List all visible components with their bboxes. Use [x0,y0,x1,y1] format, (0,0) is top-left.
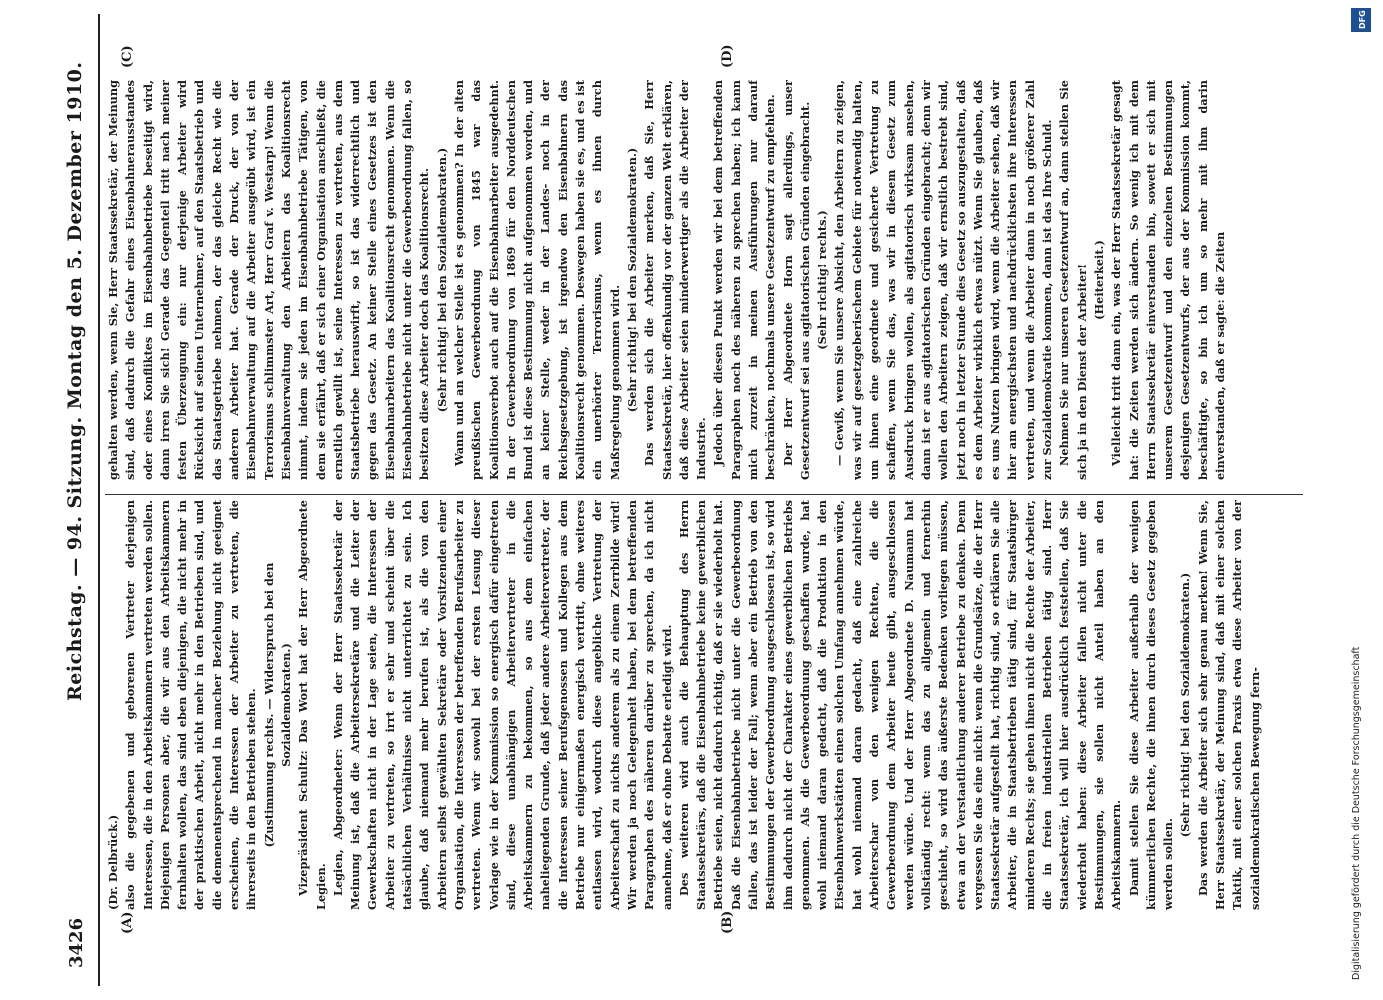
paragraph: Wann und an welcher Stelle ist es genommen? In der alten preußischen Gewerbeordnung von 1845 war das Koalitionsverbot auch auf die Eisenbahnarbeiter ausgedehnt. In der Gewerbeordnung von 1869 für den Norddeutschen Bund ist diese Bestimmung nicht aufgenommen worden, und an keiner Stelle, weder in der Landes- noch in der Reichsgesetzgebung, ist irgendwo den Eisenbahnern das Koalitionsrecht genommen. Deswegen haben sie es, und es ist ein unerhörter Terrorismus, wenn es ihnen durch Maßregelung genommen wird. [451,80,622,480]
paragraph: also die gegebenen und geborenen Vertreter derjenigen Interessen, die in den Arbeitskammern vertreten werden sollen. Diejenigen Personen aber, die wir aus den Arbeitskammern fernhalten wollen, das sind eben diejenigen, die nicht mehr in der praktischen Arbeit, nicht mehr in den Betrieben sind, und die demenentsprechend in mancher Beziehung nicht geeignet erscheinen, die Interessen der Arbeiter zu vertreten, die ihrerseits in den Betrieben stehen. [123,500,259,910]
page-header [58,14,100,986]
paragraph: Nehmen Sie nur unseren Gesetzentwurf an, dann stellen Sie sich ja in den Dienst der Arbeiter! [1057,80,1089,480]
left-column [105,500,1303,910]
paragraph: Jedoch über diesen Punkt werden wir bei dem betreffenden Paragraphen noch des näheren zu sprechen haben; ich kann mich zurzeit in meinen Ausführungen nur darauf beschränken, nochmals unsere Gesetzentwurf zu empfehlen. [711,80,778,480]
paragraph: Vielleicht tritt dann ein, was der Herr Staatssekretär gesagt hat: die Zeiten werden sich ändern. So wenig ich mit dem Herrn Staatssekretär einverstanden bin, sowett er sich mit unserem Gesetzentwurf und den einzelnen Bestimmungen desjenigen Gesetzentwurfs, der aus der Kommission kommt, beschäftigte, so bin ich um so mehr mit ihm darin einverstanden, daß er sagte: die Zeiten [1109,80,1227,480]
page-number: 3426 [66,917,87,968]
paragraph: gehalten werden, wenn Sie, Herr Staatssekretär, der Meinung sind, daß dadurch die Gefahr eines Eisenbahnerausstandes oder eines Konfliktes im Eisenbahnbetriebe beseitigt wird, dann irren Sie sich! Gerade das Gegenteil tritt nach meiner festen Überzeugung ein: nur derjenige Arbeiter wird Rücksicht auf seinen Unternehmer, auf den Staatsbetrieb und das Staatsgetriebe nehmen, der das gleiche Recht wie die anderen Arbeiter hat. Gerade der Druck, der von der Eisenbahnverwaltung auf die Arbeiter ausgeübt wird, ist ein Terrorismus schlimmster Art, Herr Graf v. Westarp! Wenn die Eisenbahnverwaltung den Arbeitern das Koalitionsrecht nimmt, indem sie jeden im Eisenbahnbetriebe Tätigen, von dem sie erfährt, daß er sich einer Organisation anschließt, die ernstlich gewillt ist, seine Interessen zu vertreten, aus dem Staatsbetriebe herauswirft, so ist das widerrechtlich und gegen das Gesetz. An keiner Stelle eines Gesetzes ist den Eisenbahnarbeitern das Koalitionsrecht genommen. Wenn die Eisenbahnbetriebe nicht unter die Gewerbeordnung fallen, so besitzen diese Arbeiter doch das Koalitionsrecht. [106,80,432,480]
interjection: (Sehr richtig! bei den Sozialdemokraten.) [434,147,449,413]
speaker-note: (Dr. Delbrück.) [106,814,120,910]
paragraph: Das werden die Arbeiter sich sehr genau merken! Wenn Sie, Herr Staatssekretär, der Meinung sind, daß mit einer solchen Taktik, mit einer solchen Praxis etwa diese Arbeiter von der sozialdemokratischen Bewegung fern- [1195,500,1262,910]
interjection: (Sehr richtig! rechts.) [815,210,830,350]
margin-mark-b: (B) [720,910,735,934]
margin-mark-a: (A) [120,911,135,934]
paragraph: Vizepräsident Schultz: Das Wort hat der Herr Abgeordnete Legien. [296,500,328,910]
paragraph: — Gewiß, wenn Sie unsere Absicht, den Arbeitern zu zeigen, was wir auf gesetzgeberischem Gebiete für notwendig halten, um ihnen eine geordnete und gesicherte Vertretung zu schaffen, wenn Sie das, was wir in diesem Gesetz zum Ausdruck bringen wollen, als agitatorisch wirksam ansehen, dann ist er aus agitatorischen Gründen eingebracht; denn wir wollen den Arbeitern zeigen, daß wir ernstlich bestrebt sind, jetzt noch in letzter Stunde dies Gesetz so auszugestalten, daß es dem Arbeiter wirklich etwas nützt. Wenn Sie glauben, daß es uns Nutzen bringen wird, wenn die Arbeiter sehen, daß wir hier am energischsten und nachdrücklichsten ihre Interessen vertreten, und wenn die Arbeiter dann in noch größerer Zahl zur Sozialdemokratie kommen, dann ist das Ihre Schuld. [832,80,1055,480]
paragraph: Des weiteren wird auch die Behauptung des Herrn Staatssekretärs, daß die Eisenbahnbetriebe keine gewerblichen Betriebe seien, nicht dadurch richtig, daß er sie wiederholt hat. Daß die Eisenbahnbetriebe nicht unter die Gewerbeordnung fallen, das ist leider der Fall; wenn aber ein Betrieb von den Bestimmungen der Gewerbeordnung ausgeschlossen ist, so wird ihm dadurch nicht der Charakter eines gewerblichen Betriebs genommen. Als die Gewerbeordnung geschaffen wurde, hat wohl niemand daran gedacht, daß die Produktion in den Eisenbahnwerkstätten einen solchen Umfang annehmen würde, hat wohl niemand daran gedacht, daß eine zahlreiche Arbeiterschar von den wenigen Rechten, die die Gewerbeordnung dem Arbeiter heute gibt, ausgeschlossen werden würde. Und der Herr Abgeordnete D. Naumann hat vollständig recht: wenn das zu allgemein und fernerhin geschieht, so wird das äußerste Bedenken vorliegen müssen, etwa an der Verstaatlichung anderer Betriebe zu denken. Denn vergessen Sie das eine nicht: wenn die Grundsätze, die der Herr Staatssekretär aufgestellt hat, richtig sind, so erklären Sie alle Arbeiter, die in Staatsbetrieben tätig sind, für Staatsbürger minderen Rechts; sie gehen ihnen nicht die Rechte der Arbeiter, die in freien industriellen Betrieben tätig sind. Herr Staatssekretär, ich will hier ausdrücklich feststellen, daß Sie wiederholt haben: diese Arbeiter fallen nicht unter die Bestimmungen, sie sollen nicht Anteil haben an den Arbeitskammern. [676,500,1124,910]
right-column [105,80,1303,480]
margin-mark-c: (C) [120,45,135,68]
page-title: Reichstag. — 94. Sitzung. Montag den 5. Dezember 1910. [64,61,86,701]
paragraph: Das werden sich die Arbeiter merken, daß Sie, Herr Staatssekretär, hier offenkundig vor der ganzen Welt erklären, daß diese Arbeiter seien minderwertiger als die Arbeiter der Industrie. [642,80,709,480]
interjection: (Heiterkeit.) [1091,240,1106,320]
interjection: (Sehr richtig! bei den Sozialdemokraten.) [1178,572,1193,838]
paragraph: Der Herr Abgeordnete Horn sagt allerdings, unser Gesetzentwurf sei aus agitatorischen Gründen eingebracht. [780,80,812,480]
column-separator [105,494,1303,495]
interjection: (Zustimmung rechts. — Widerspruch bei den Sozialdemokraten.) [261,562,293,848]
interjection: (Sehr richtig! bei den Sozialdemokraten.) [624,147,639,413]
paragraph: Legien, Abgeordneter: Wenn der Herr Staatssekretär der Meinung ist, daß die Arbeitersekretäre und die Leiter der Gewerkschaften nicht in der Lage seien, die Interessen der Arbeiter zu vertreten, so irrt er sehr und scheint über die tatsächlichen Verhältnisse nicht unterrichtet zu sein. Ich glaube, daß niemand mehr berufen ist, als die von den Arbeitern selbst gewählten Sekretäre oder Vorsitzenden einer Organisation, die Interessen der betreffenden Berufsarbeiter zu vertreten. Wenn wir sowohl bei der ersten Lesung dieser Vorlage wie in der Kommission so energisch dafür eingetreten sind, diese unabhängigen Arbeitervertreter in die Arbeitskammern zu bekommen, so aus dem einfachen naheliegenden Grunde, daß jeder andere Arbeitervertreter, der die Interessen seiner Berufsgenossen und Kollegen aus dem Betriebe nur einigermaßen energisch vertritt, ohne weiteres entlassen wird, wodurch diese angebliche Vertretung der Arbeiterschaft zu nichts anderem als zu einem Zerrbilde wird! Wir werden ja noch Gelegenheit haben, bei dem betreffenden Paragraphen des näheren darüber zu sprechen, da ich nicht annehme, daß er ohne Debatte erledigt wird. [330,500,674,910]
margin-mark-d: (D) [720,44,735,68]
dfg-logo: DFG [1351,8,1371,32]
digitization-credit [1351,20,1369,980]
paragraph: Damit stellen Sie diese Arbeiter außerhalb der wenigen kümmerlichen Rechte, die ihnen durch dieses Gesetz gegeben werden sollen. [1126,500,1176,910]
credit-text: Digitalisierung gefördert durch die Deutsche Forschungsgemeinschaft [1351,646,1362,980]
